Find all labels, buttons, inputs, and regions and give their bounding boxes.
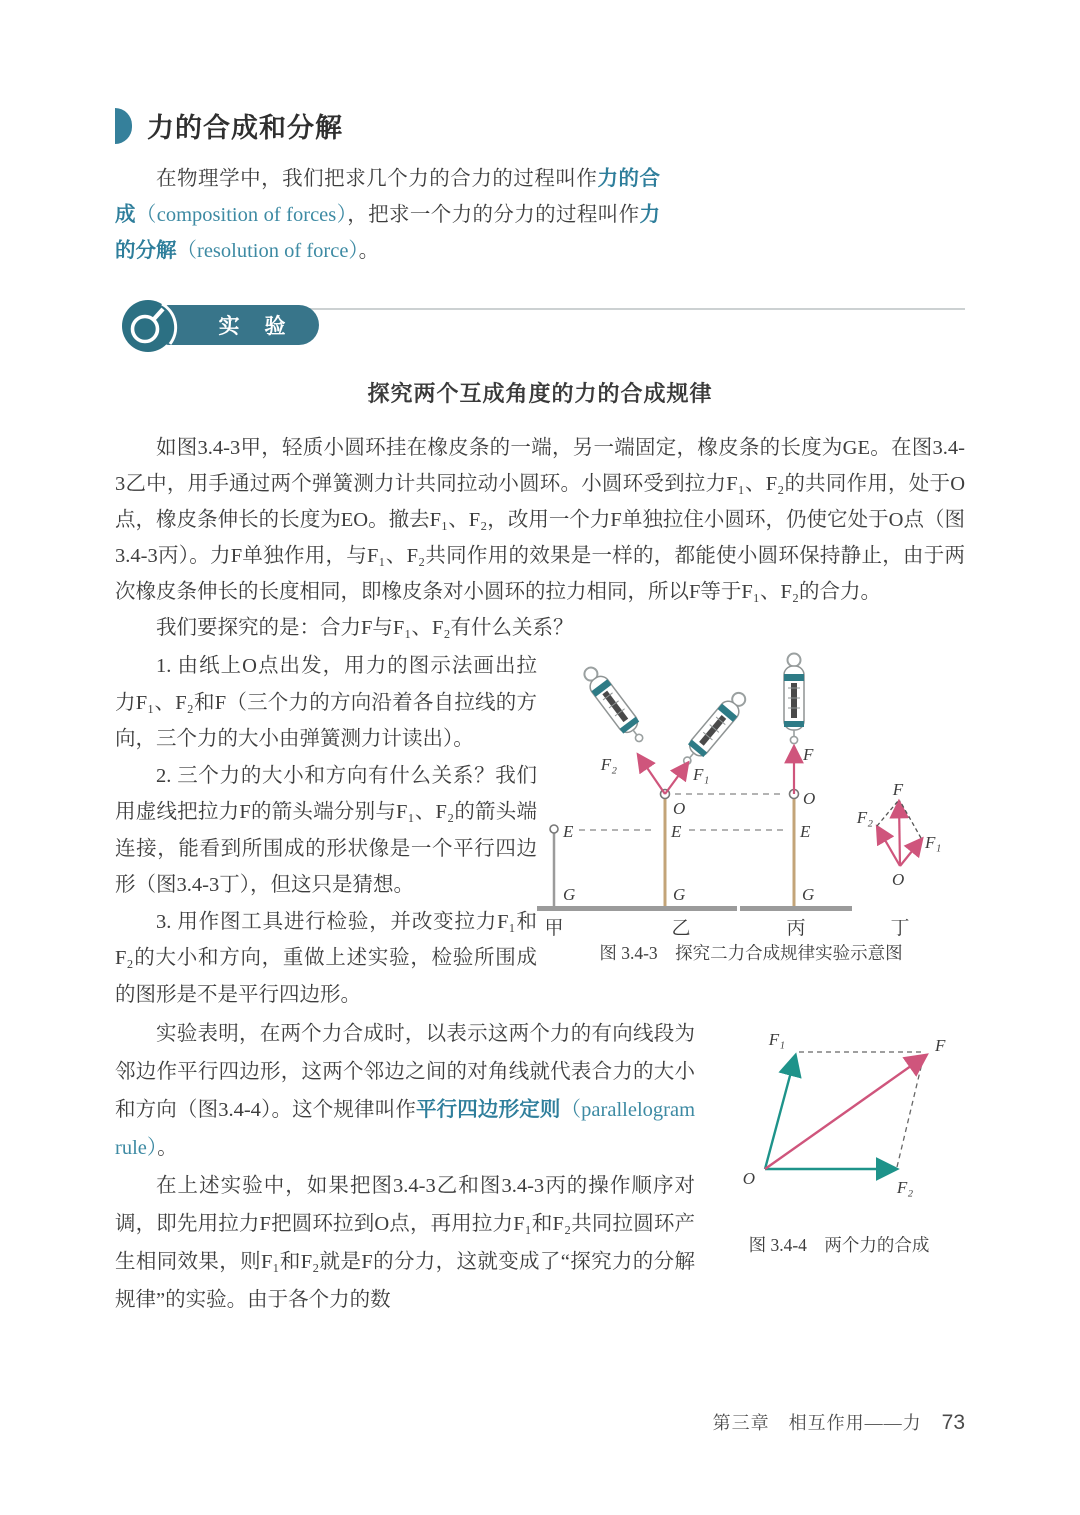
conclusion-text: 实验表明，在两个力合成时，以表示这两个力的有向线段为邻边作平行四边形，这两个邻边之间的对角线就代表合力的大小和方向（图3.4-4）。这个规律叫作 xyxy=(115,1023,695,1121)
experiment-subtitle: 探究两个互成角度的力的合成规律 xyxy=(367,381,713,406)
experiment-step: 2. 三个力的大小和方向有什么关系？我们用虚线把拉力F的箭头端分别与F₁、F₂的箭头端连接，能看到所围成的形状像是一个平行四边形（图3.4-3丁），但这只是猜想。 xyxy=(115,764,537,896)
label-F2: F₂ xyxy=(600,755,617,774)
label-O: O xyxy=(673,799,686,818)
panel-label-bing: 丙 xyxy=(786,918,806,939)
experiment-step: 1. 由纸上O点出发，用力的图示法画出拉力F₁、F₂和F（三个力的方向沿着各自拉线的方向，三个力的大小由弹簧测力计读出）。 xyxy=(115,655,537,750)
term-force-composition: 力的合成 xyxy=(115,167,661,226)
intro-text: 。 xyxy=(358,240,380,262)
label-F2: F₂ xyxy=(896,1178,914,1197)
label-G: G xyxy=(673,885,686,904)
conclusion-text: 。 xyxy=(157,1137,178,1159)
label-F: F xyxy=(935,1036,946,1055)
term-resolution-english: （resolution of force） xyxy=(176,240,359,262)
label-O: O xyxy=(742,1169,755,1188)
page-number: 73 xyxy=(941,1411,965,1434)
label-G: G xyxy=(802,885,815,904)
label-E: E xyxy=(563,822,574,841)
label-F: F xyxy=(803,745,814,764)
figure-3-4-3-drawing xyxy=(537,648,965,966)
experiment-steps xyxy=(115,648,537,1013)
label-F2: F₂ xyxy=(856,808,873,827)
experiment-badge xyxy=(161,305,319,345)
page-footer xyxy=(713,1409,965,1435)
section-marker-icon xyxy=(115,108,132,144)
figure-3-4-4 xyxy=(713,1015,965,1319)
section-header xyxy=(115,0,965,145)
conclusion-columns xyxy=(115,1015,965,1319)
term-parallelogram-rule: 平行四边形定则 xyxy=(416,1098,561,1121)
experiment-paragraph: 如图3.4-3甲，轻质小圆环挂在橡皮条的一端，另一端固定，橡皮条的长度为GE。在图3.4-3乙中，用手通过两个弹簧测力计共同拉动小圆环。小圆环受到拉力F₁、F₂的共同作用，处于O点，橡皮条伸长的长度为EO。撤去F₁、F₂，改用一个力F单独拉住小圆环，仍使它处于O点（图3.4-3丙）。力F单独作用，与F₁、F₂共同作用的效果是一样的，都能使小圆环保持静止，由于两次橡皮条伸长的长度相同，即橡皮条对小圆环的拉力相同，所以F等于F₁、F₂的合力。 xyxy=(115,437,965,603)
label-O: O xyxy=(803,789,816,808)
label-O: O xyxy=(892,870,905,889)
experiment-question: 我们要探究的是：合力F与F₁、F₂有什么关系？ xyxy=(156,617,574,639)
panel-label-jia: 甲 xyxy=(544,918,564,939)
label-G: G xyxy=(563,885,576,904)
figure-3-4-3 xyxy=(537,648,965,1013)
label-F1: F₁ xyxy=(693,765,710,784)
experiment-columns xyxy=(115,648,965,1013)
spring-scale-icon xyxy=(579,663,649,747)
panel-label-yi: 乙 xyxy=(671,918,691,939)
label-F: F xyxy=(892,780,904,799)
term-force-resolution: 力的分解 xyxy=(115,203,661,262)
intro-text: ，把求一个力的分力的过程叫作 xyxy=(347,204,640,226)
conclusion-column xyxy=(115,1015,695,1319)
experiment-badge-label: 实 验 xyxy=(218,315,288,338)
resolution-paragraph: 在上述实验中，如果把图3.4-3乙和图3.4-3丙的操作顺序对调，即先用拉力F把圆环拉到O点，再用拉力F₁和F₂共同拉圆环产生相同效果，则F₁和F₂就是F的分力，这就变成了“探究力的分解规律”的实验。由于各个力的数 xyxy=(115,1175,695,1311)
spring-scale-icon xyxy=(784,654,804,744)
term-parallelogram-english: （parallelogram rule） xyxy=(115,1099,696,1159)
page-title: 力的合成和分解 xyxy=(147,113,343,143)
figure-3-4-4-caption: 图 3.4-4 两个力的合成 xyxy=(748,1235,930,1255)
intro-paragraph xyxy=(115,161,660,269)
magnifier-icon xyxy=(121,297,179,355)
spring-scale-icon xyxy=(677,688,750,770)
label-E: E xyxy=(671,822,682,841)
label-F1: F₁ xyxy=(768,1030,785,1049)
term-composition-english: （composition of forces） xyxy=(135,204,348,226)
label-E: E xyxy=(800,822,811,841)
chapter-label: 第三章 相互作用——力 xyxy=(712,1413,922,1433)
panel-label-ding: 丁 xyxy=(890,918,910,939)
experiment-step: 3. 用作图工具进行检验，并改变拉力F₁和F₂的大小和方向，重做上述实验，检验所围成的图形是不是平行四边形。 xyxy=(115,910,537,1006)
figure-3-4-4-drawing xyxy=(713,1021,965,1211)
conclusion-paragraph xyxy=(115,1015,695,1167)
figure-3-4-3-caption: 图 3.4-3 探究二力合成规律实验示意图 xyxy=(599,943,903,963)
intro-text: 在物理学中，我们把求几个力的合力的过程叫作 xyxy=(156,168,598,190)
experiment-banner xyxy=(115,303,965,357)
label-F1: F₁ xyxy=(925,833,942,852)
